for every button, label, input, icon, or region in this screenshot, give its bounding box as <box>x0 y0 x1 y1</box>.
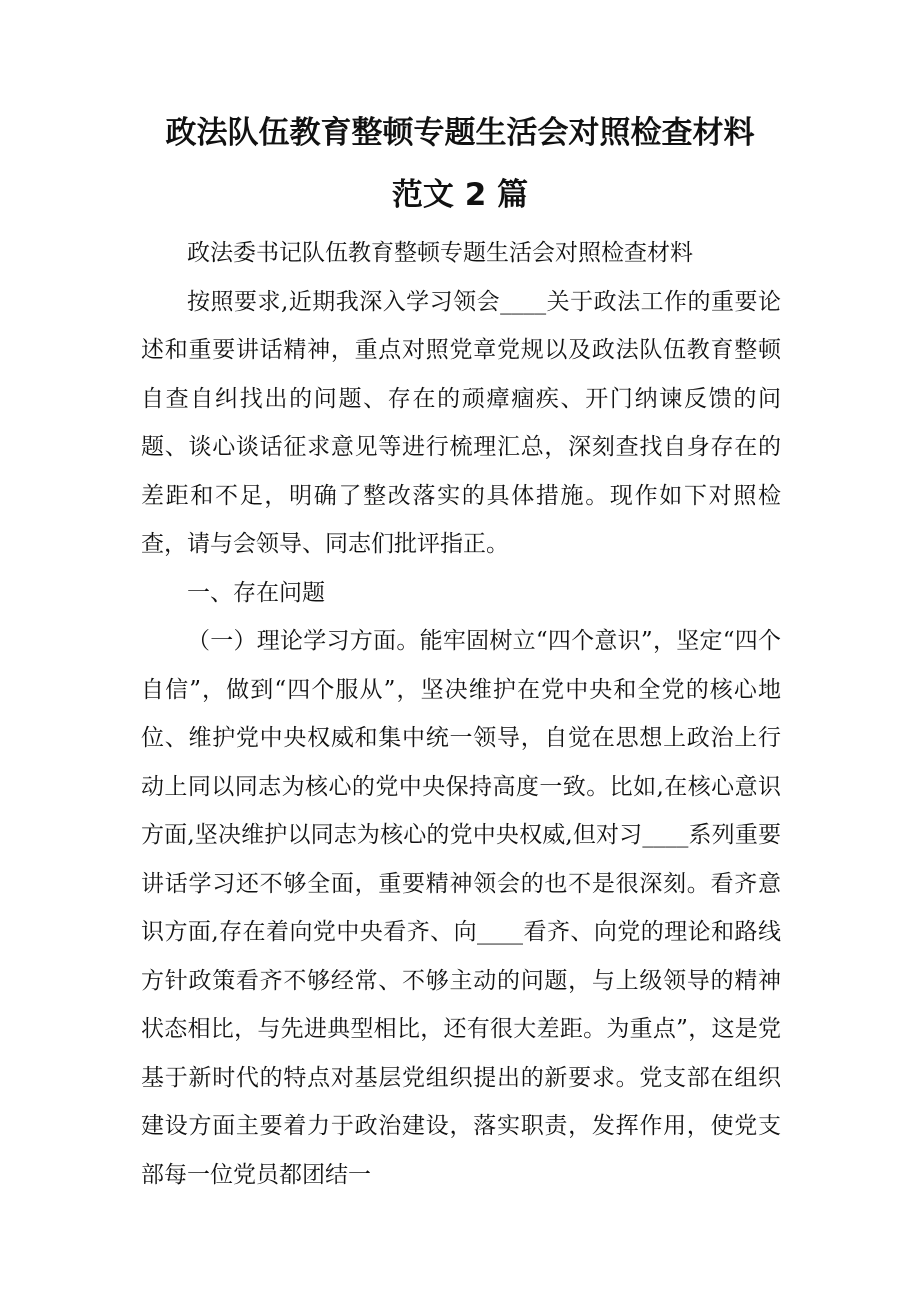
document-title-line-1: 政法队伍教育整顿专题生活会对照检查材料 <box>165 115 755 151</box>
document-title-line-2: 范文 2 篇 <box>391 177 529 213</box>
section-heading-existing-problems: 一、存在问题 <box>187 579 325 606</box>
subtitle-paragraph: 政法委书记队伍教育整顿专题生活会对照检查材料 <box>187 240 693 266</box>
theory-study-paragraph: （一）理论学习方面。能牢固树立“四个意识”，坚定“四个自信”，做到“四个服从”，坚决维护在党中央和全党的核心地位、维护党中央权威和集中统一领导，自觉在思想上政治上行动上同以同志为核心的党中央保持高度一致。比如,在核心意识方面,坚决维护以同志为核心的党中央权威,但对习____系列重要讲话学习还不够全面，重要精神领会的也不是很深刻。看齐意识方面,存在着向党中央看齐、向____看齐、向党的理论和路线方针政策看齐不够经常、不够主动的问题，与上级领导的精神状态相比，与先进典型相比，还有很大差距。为重点”，这是党基于新时代的特点对基层党组织提出的新要求。党支部在组织建设方面主要着力于政治建设，落实职责，发挥作用，使党支部每一位党员都团结一 <box>141 628 781 1188</box>
intro-paragraph: 按照要求,近期我深入学习领会____关于政法工作的重要论述和重要讲话精神，重点对照党章党规以及政法队伍教育整顿自查自纠找出的问题、存在的顽瘴痼疾、开门纳谏反馈的问题、谈心谈话征求意见等进行梳理汇总，深刻查找自身存在的差距和不足，明确了整改落实的具体措施。现作如下对照检查，请与会领导、同志们批评指正。 <box>141 288 781 557</box>
document-body <box>141 229 781 1199</box>
